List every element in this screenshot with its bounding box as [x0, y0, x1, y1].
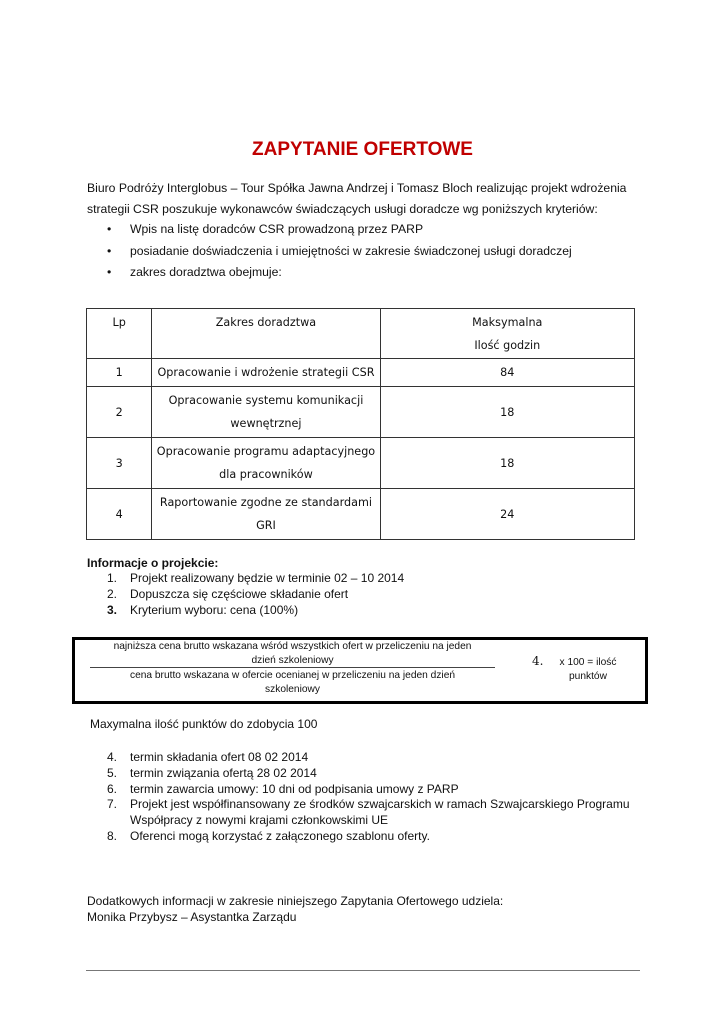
formula-result-line1: x 100 = ilość: [559, 657, 617, 668]
table-row: [87, 359, 635, 387]
bullet-icon: •: [107, 243, 112, 258]
list-item: [107, 571, 404, 587]
list-item: [107, 829, 647, 845]
header-hours-line2: Ilość godzin: [474, 339, 541, 352]
project-info-heading: Informacje o projekcie:: [87, 556, 219, 570]
item-number: 5.: [107, 765, 118, 780]
item-number: 7.: [107, 797, 118, 812]
criteria-text: posiadanie doświadczenia i umiejętności w zakresie świadczonej usługi doradczej: [130, 243, 572, 258]
cell-scope: [152, 387, 380, 438]
table-row: [87, 489, 635, 540]
formula-denominator-line1: cena brutto wskazana w ofercie ocenianej w przeliczeniu na jeden dzień: [129, 670, 456, 681]
cell-hours: 18: [380, 387, 634, 438]
footer-divider: [86, 970, 640, 971]
list-item: [107, 750, 647, 766]
item-number: 6.: [107, 781, 118, 796]
header-lp: Lp: [87, 309, 152, 359]
fraction-line: [90, 667, 495, 668]
list-item: [107, 782, 647, 798]
contact-line: Dodatkowych informacji w zakresie niniejszego Zapytania Ofertowego udziela:: [87, 894, 504, 908]
cell-scope-line2: GRI: [256, 519, 276, 532]
contact-person: Monika Przybysz – Asystantka Zarządu: [87, 909, 297, 924]
cell-hours: 24: [380, 489, 634, 540]
table-row: [87, 438, 635, 489]
item-text: termin składania ofert 08 02 2014: [130, 750, 309, 764]
cell-scope-line2: wewnętrznej: [230, 417, 302, 430]
item-number: 1.: [107, 571, 118, 585]
terms-list: [107, 750, 647, 845]
item-number: 3.: [107, 602, 118, 617]
item-number: 4.: [107, 750, 118, 764]
item-number: 2.: [107, 586, 118, 601]
formula-marker: 4.: [532, 654, 544, 668]
header-hours-line1: Maksymalna: [472, 316, 543, 329]
consulting-scope-table: [86, 308, 635, 540]
project-info-list: [107, 571, 404, 618]
list-item: [107, 797, 647, 829]
cell-lp: 2: [87, 387, 152, 438]
criteria-text: Wpis na listę doradców CSR prowadzoną przez PARP: [130, 222, 424, 236]
criteria-item: [87, 262, 647, 284]
cell-scope: [152, 489, 380, 540]
cell-hours: 18: [380, 438, 634, 489]
cell-scope-line1: Opracowanie systemu komunikacji: [168, 394, 364, 407]
formula-numerator-line1: najniższa cena brutto wskazana wśród wszystkich ofert w przeliczeniu na jeden: [113, 641, 472, 652]
header-scope: Zakres doradztwa: [152, 309, 380, 359]
item-text: Kryterium wyboru: cena (100%): [130, 602, 299, 617]
list-item: [107, 603, 404, 619]
header-hours: [380, 309, 634, 359]
list-item: [107, 766, 647, 782]
item-text: termin zawarcia umowy: 10 dni od podpisania umowy z PARP: [130, 781, 459, 796]
cell-lp: 4: [87, 489, 152, 540]
item-text-continued: Współpracy z nowymi krajami członkowskimi UE: [130, 813, 389, 828]
formula-numerator: [90, 640, 495, 668]
cell-hours: 84: [380, 359, 634, 387]
table-row: [87, 387, 635, 438]
formula-denominator: [90, 669, 495, 697]
cell-scope-line2: dla pracowników: [219, 468, 313, 481]
item-text: Projekt realizowany będzie w terminie 02 – 10 2014: [130, 571, 405, 585]
cell-scope-line1: Raportowanie zgodne ze standardami: [159, 496, 372, 509]
table-header-row: [87, 309, 635, 359]
formula-result-line2: punktów: [569, 671, 607, 682]
item-text: Dopuszcza się częściowe składanie ofert: [130, 586, 349, 601]
page-title: ZAPYTANIE OFERTOWE: [252, 139, 473, 160]
item-text: termin związania ofertą 28 02 2014: [130, 765, 317, 780]
intro-paragraph: Biuro Podróży Interglobus – Tour Spółka Jawna Andrzej i Tomasz Bloch realizując projekt wdrożenia strategii CSR poszukuje wykonawców świadczących usługi doradcze wg poniższych kryteriów:: [87, 181, 627, 216]
item-text: Projekt jest współfinansowany ze środków szwajcarskich w ramach Szwajcarskiego Programu: [130, 797, 630, 812]
criteria-text: zakres doradztwa obejmuje:: [130, 265, 282, 279]
item-text: Oferenci mogą korzystać z załączonego szablonu oferty.: [130, 828, 430, 843]
bullet-icon: •: [107, 222, 112, 236]
cell-scope-line1: Opracowanie programu adaptacyjnego: [156, 445, 376, 458]
cell-lp: 3: [87, 438, 152, 489]
item-number: 8.: [107, 828, 118, 843]
bullet-icon: •: [107, 265, 112, 279]
cell-scope: Opracowanie i wdrożenie strategii CSR: [152, 359, 380, 387]
contact-info: [87, 894, 503, 925]
criteria-item: [87, 219, 647, 241]
criteria-item: [87, 241, 647, 263]
formula-result: [548, 656, 628, 684]
formula-numerator-line2: dzień szkoleniowy: [251, 655, 334, 666]
cell-scope: [152, 438, 380, 489]
criteria-list: [87, 219, 647, 284]
list-item: [107, 587, 404, 603]
formula-denominator-line2: szkoleniowy: [265, 684, 320, 695]
max-points-text: Maxymalna ilość punktów do zdobycia 100: [90, 717, 318, 731]
cell-lp: 1: [87, 359, 152, 387]
